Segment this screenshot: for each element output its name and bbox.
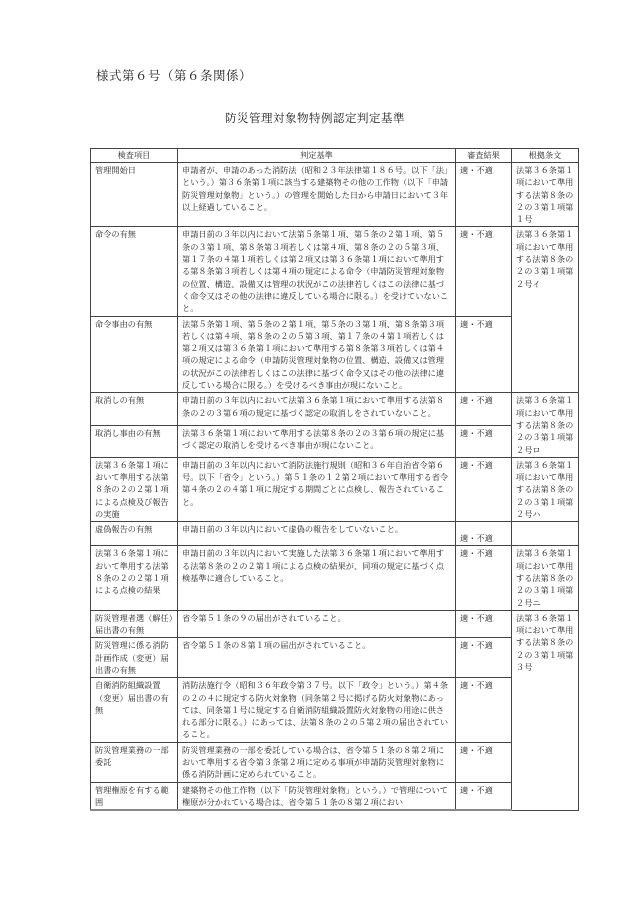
criteria-text: 申請日前の３年以内において実施した法第３６条第１項において準用する法第８条の２の２第１項による点検の結果が、同項の規定に基づく点検基準に適合していること。 bbox=[178, 546, 456, 610]
legal-basis: 法第３６条第１項において準用する法第８条の２の３第１項第２号ニ bbox=[512, 546, 579, 610]
table-row bbox=[91, 163, 579, 227]
criteria-text: 省令第５１条の８第１項の届出がされていること。 bbox=[178, 638, 456, 678]
table-row bbox=[91, 522, 579, 546]
table-row bbox=[91, 546, 579, 610]
review-result: 適・不適 bbox=[456, 546, 512, 610]
inspection-item: 取消しの有無 bbox=[91, 393, 178, 425]
header-inspection-item: 検査項目 bbox=[91, 149, 178, 163]
review-result: 適・不適 bbox=[456, 425, 512, 457]
table-row bbox=[91, 782, 579, 810]
criteria-text: 法第３６条第１項において準用する法第８条の２の３第６項の規定に基づく認定の取消しを受けるべき事由が現にないこと。 bbox=[178, 425, 456, 457]
review-result: 適・不適 bbox=[456, 522, 512, 546]
criteria-text: 申請日前の３年以内において虚偽の報告をしていないこと。 bbox=[178, 522, 456, 546]
inspection-item: 法第３６条第１項において準用する法第８条の２の２第１項による点検の結果 bbox=[91, 546, 178, 610]
review-result: 適・不適 bbox=[456, 678, 512, 742]
table-row bbox=[91, 393, 579, 425]
legal-basis bbox=[512, 522, 579, 546]
table-row bbox=[91, 638, 579, 678]
table-row bbox=[91, 457, 579, 521]
criteria-text: 省令第５１条の９の届出がされていること。 bbox=[178, 610, 456, 638]
form-number-label: 様式第６号（第６条関係） bbox=[96, 68, 253, 83]
inspection-item: 管理権原を有する範囲 bbox=[91, 782, 178, 810]
inspection-item: 虚偽報告の有無 bbox=[91, 522, 178, 546]
criteria-text: 申請日前の３年以内において消防法施行規則（昭和３６年自治省令第６号。以下「省令」という。）第５１条の１２第２項において準用する省令第４条の２の４第１項に規定する期間ごとに点検し、報告されていること。 bbox=[178, 457, 456, 521]
inspection-item: 管理開始日 bbox=[91, 163, 178, 227]
criteria-text: 防災管理業務の一部を委託している場合は、省令第５１条の８第２項において準用する省令第３条第２項に定める事項が申請防災管理対象物に係る消防計画に定められていること。 bbox=[178, 742, 456, 782]
review-result: 適・不適 bbox=[456, 316, 512, 393]
review-result: 適・不適 bbox=[456, 163, 512, 227]
review-result: 適・不適 bbox=[456, 393, 512, 425]
inspection-item: 命令事由の有無 bbox=[91, 316, 178, 393]
review-result: 適・不適 bbox=[456, 457, 512, 521]
legal-basis: 法第３６条第１項において準用する法第８条の２の３第１項第２号ロ bbox=[512, 393, 579, 457]
inspection-item: 取消し事由の有無 bbox=[91, 425, 178, 457]
table-row bbox=[91, 227, 579, 316]
table-row bbox=[91, 678, 579, 742]
review-result: 適・不適 bbox=[456, 742, 512, 782]
table-row bbox=[91, 742, 579, 782]
document-title: 防災管理対象物特例認定判定基準 bbox=[225, 111, 405, 125]
table-row bbox=[91, 425, 579, 457]
criteria-text: 法第５条第１項、第５条の２第１項、第５条の３第１項、第８条第３項若しくは第４項、第８条の２の５第３項、第１７条の４第１項若しくは第２項又は第３６条第１項において準用する第８条第３項若しくは第４項の規定による命令（申請防災管理対象物の位置、構造、設備又は管理の状況がこの法律若しくはこの法律に基づく命令又はその他の法律に違反している場合に限る。）を受けるべき事由が現にないこと。 bbox=[178, 316, 456, 393]
inspection-item: 防災管理者選（解任）届出書の有無 bbox=[91, 610, 178, 638]
legal-basis: 法第３６条第１項において準用する法第８条の２の３第１項第２号イ bbox=[512, 227, 579, 393]
table-header-row bbox=[91, 149, 579, 163]
header-criteria: 判定基準 bbox=[178, 149, 456, 163]
legal-basis: 法第３６条第１項において準用する法第８条の２の３第１項第２号ハ bbox=[512, 457, 579, 521]
criteria-table bbox=[90, 148, 579, 811]
criteria-text: 建築物その他工作物（以下「防災管理対象物」という。）で管理について権原が分かれている場合は、省令第５１条の８第２項におい bbox=[178, 782, 456, 810]
legal-basis: 法第３６条第１項において準用する法第８条の２の３第１項第３号 bbox=[512, 610, 579, 810]
table-row bbox=[91, 316, 579, 393]
inspection-item: 防災管理に係る消防計画作成（変更）届出書の有無 bbox=[91, 638, 178, 678]
header-review-result: 審査結果 bbox=[456, 149, 512, 163]
inspection-item: 防災管理業務の一部委託 bbox=[91, 742, 178, 782]
criteria-text: 申請者が、申請のあった消防法（昭和２３年法律第１８６号。以下「法」という。）第３６条第１項に該当する建築物その他の工作物（以下「申請防災管理対象物」という。）の管理を開始した日から申請日において３年以上経過していること。 bbox=[178, 163, 456, 227]
review-result: 適・不適 bbox=[456, 638, 512, 678]
criteria-text: 申請日前の３年以内において法第３６条第１項において準用する法第８条の２の３第６項の規定に基づく認定の取消しをされていないこと。 bbox=[178, 393, 456, 425]
review-result: 適・不適 bbox=[456, 610, 512, 638]
review-result: 適・不適 bbox=[456, 227, 512, 316]
inspection-item: 法第３６条第１項において準用する法第８条の２の２第１項による点検及び報告の実施 bbox=[91, 457, 178, 521]
review-result: 適・不適 bbox=[456, 782, 512, 810]
table-row bbox=[91, 610, 579, 638]
inspection-item: 命令の有無 bbox=[91, 227, 178, 316]
criteria-text: 消防法施行令（昭和３６年政令第３７号。以下「政令」という。）第４条の２の４に規定する防火対象物（同条第２号に掲げる防火対象物にあっては、同条第１号に規定する自衛消防組織設置防火対象物の用途に供される部分に限る。）にあっては、法第８条の２の５第２項の届出されていること。 bbox=[178, 678, 456, 742]
criteria-text: 申請日前の３年以内において法第５条第１項、第５条の２第１項、第５条の３第１項、第８条第３項若しくは第４項、第８条の２の５第３項、第１７条の４第１項若しくは第２項又は第３６条第１項において準用する第８条第３項若しくは第４項の規定による命令（申請防災管理対象物の位置、構造、設備又は管理の状況がこの法律若しくはこの法律に基づく命令又はその他の法律に違反している場合に限る。）を受けていないこと。 bbox=[178, 227, 456, 316]
inspection-item: 自衛消防組織設置（変更）届出書の有無 bbox=[91, 678, 178, 742]
legal-basis: 法第３６条第１項において準用する法第８条の２の３第１項第１号 bbox=[512, 163, 579, 227]
header-legal-basis: 根拠条文 bbox=[512, 149, 579, 163]
